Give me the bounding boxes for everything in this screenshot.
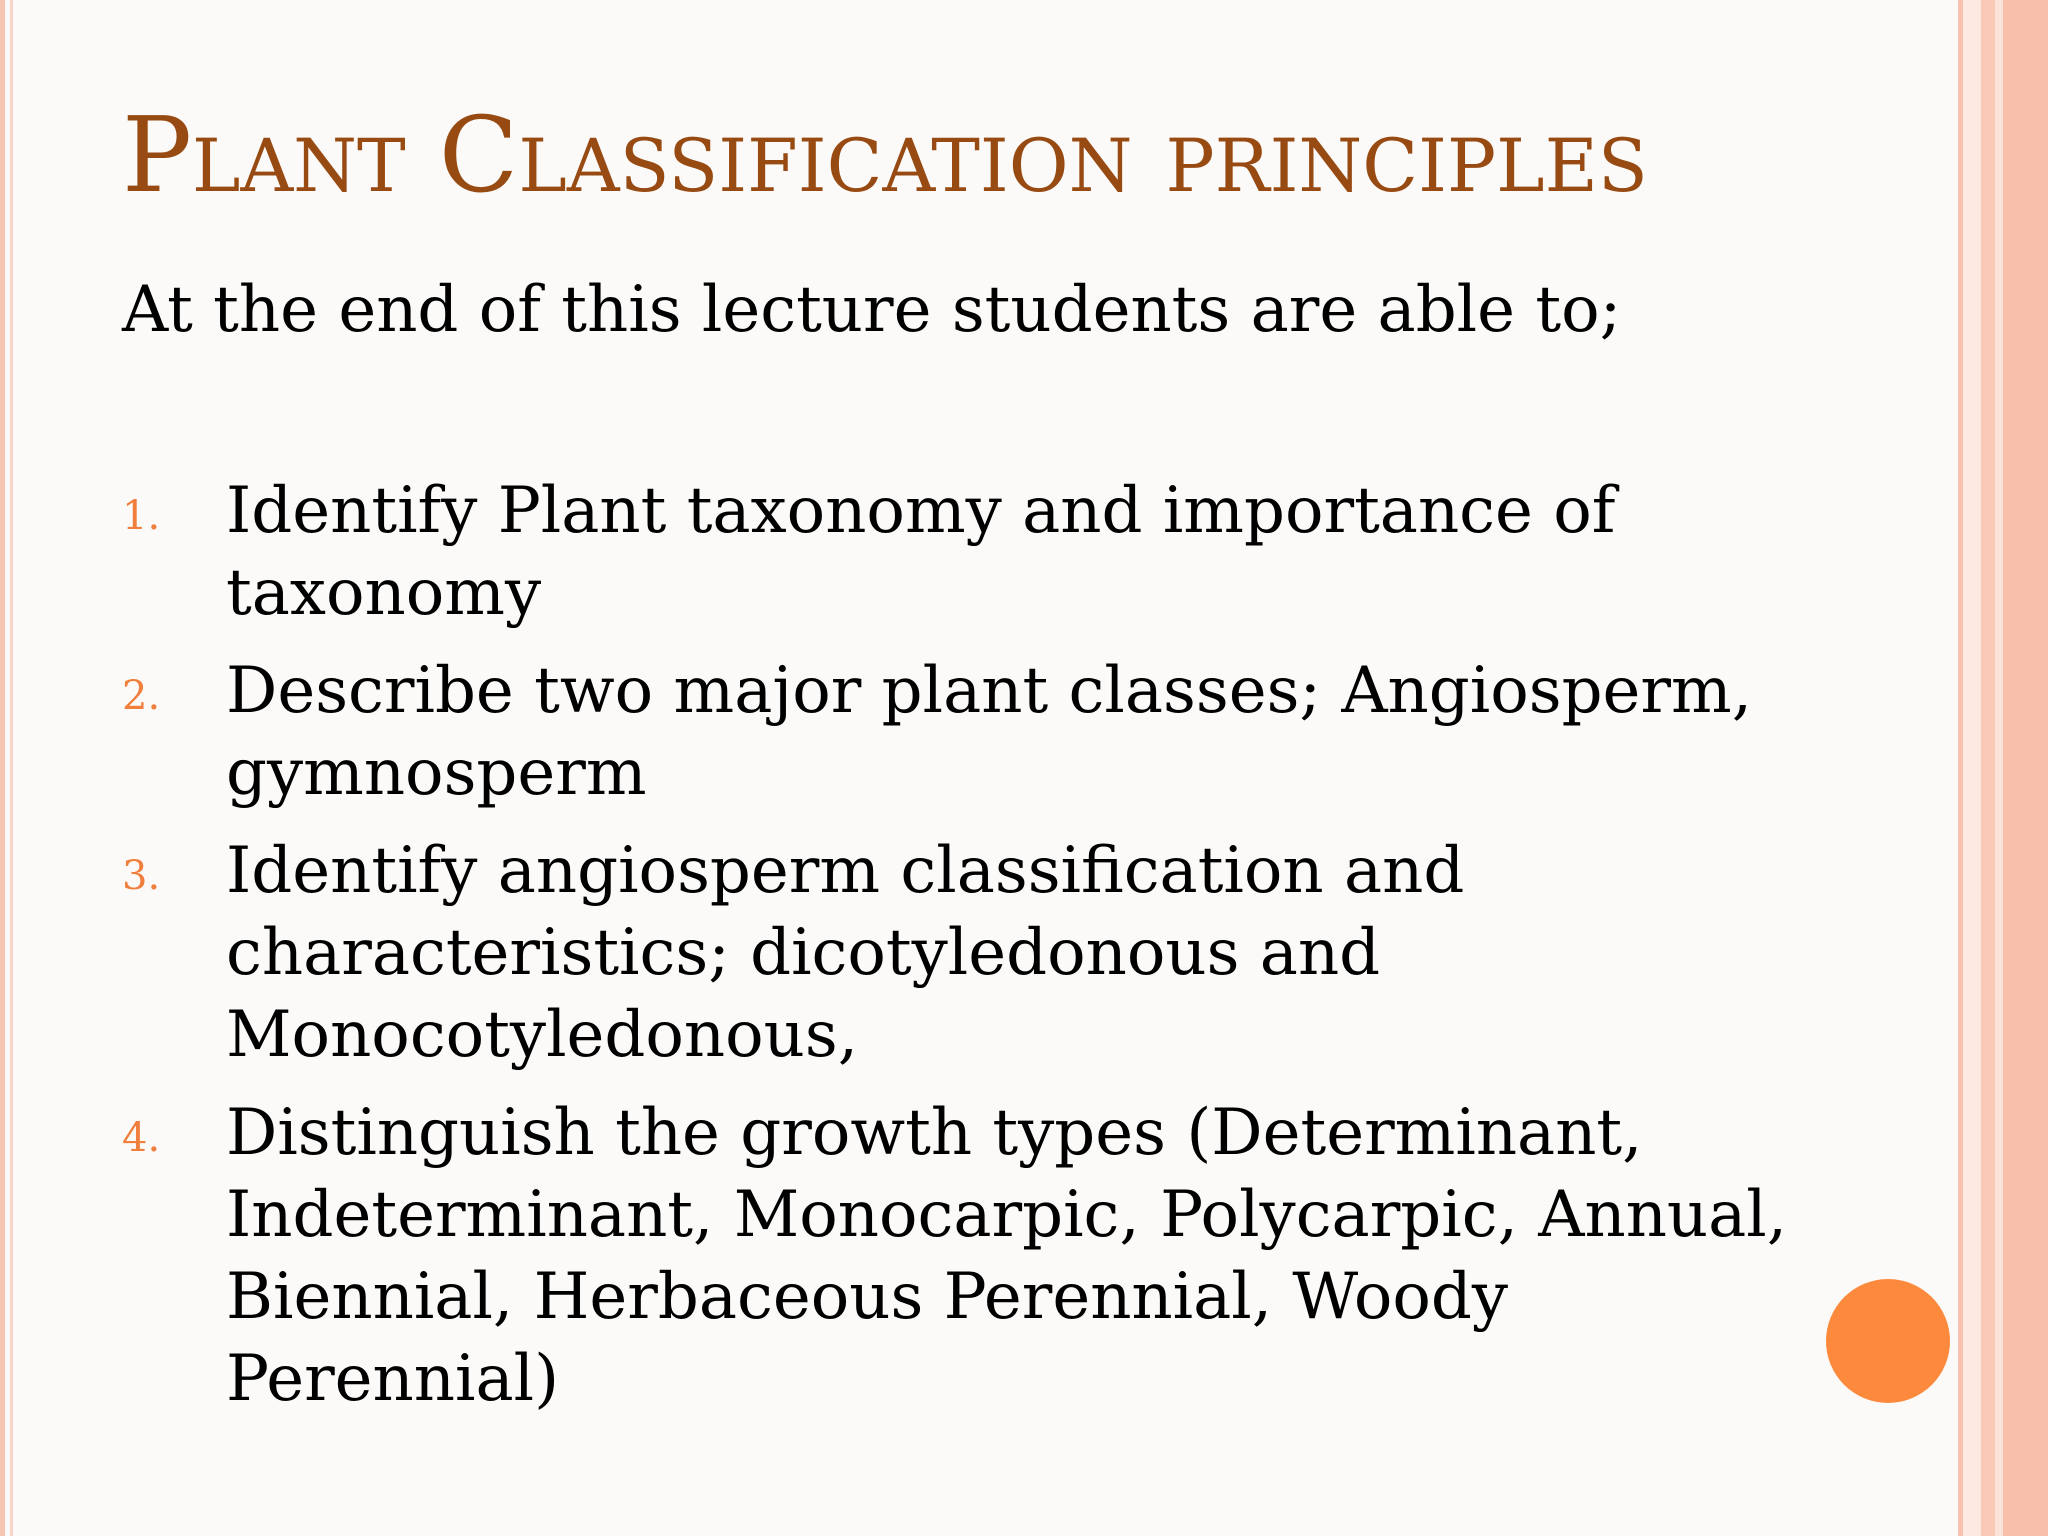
objective-item (122, 1092, 1822, 1420)
objective-item (122, 650, 1822, 814)
objective-text-line: Biennial, Herbaceous Perennial, Woody (226, 1260, 1509, 1334)
objective-item (122, 470, 1822, 634)
accent-circle-decoration (1826, 1279, 1950, 1403)
left-border-line-inner (10, 0, 13, 1536)
objective-number: 1. (122, 493, 161, 539)
objective-text-line: Perennial) (226, 1342, 560, 1416)
objective-text-line: gymnosperm (226, 736, 647, 810)
left-border-line (0, 0, 5, 1536)
objectives-list (122, 470, 1822, 1436)
objective-number: 2. (122, 673, 161, 719)
objective-text-line: Distinguish the growth types (Determinant, (226, 1096, 1643, 1170)
right-decorative-stripe (2003, 0, 2048, 1536)
right-decorative-stripe (1981, 0, 1995, 1536)
objective-text-line: Identify angiosperm classification and (226, 834, 1465, 908)
objective-text-line: characteristics; dicotyledonous and (226, 916, 1381, 990)
intro-text: At the end of this lecture students are able to; (122, 273, 1622, 347)
objective-text-line: Describe two major plant classes; Angiosperm, (226, 654, 1753, 728)
right-decorative-stripe (1963, 0, 1981, 1536)
objective-text-line: Identify Plant taxonomy and importance of (226, 474, 1616, 548)
objective-text-line: Indeterminant, Monocarpic, Polycarpic, Annual, (226, 1178, 1788, 1252)
objective-number: 4. (122, 1115, 161, 1161)
slide-title: Plant Classification principles (122, 94, 1648, 216)
objective-text-line: taxonomy (226, 556, 542, 630)
objective-number: 3. (122, 853, 161, 899)
objective-text-line: Monocotyledonous, (226, 998, 859, 1072)
right-decorative-stripe (1995, 0, 2003, 1536)
objective-item (122, 830, 1822, 1076)
